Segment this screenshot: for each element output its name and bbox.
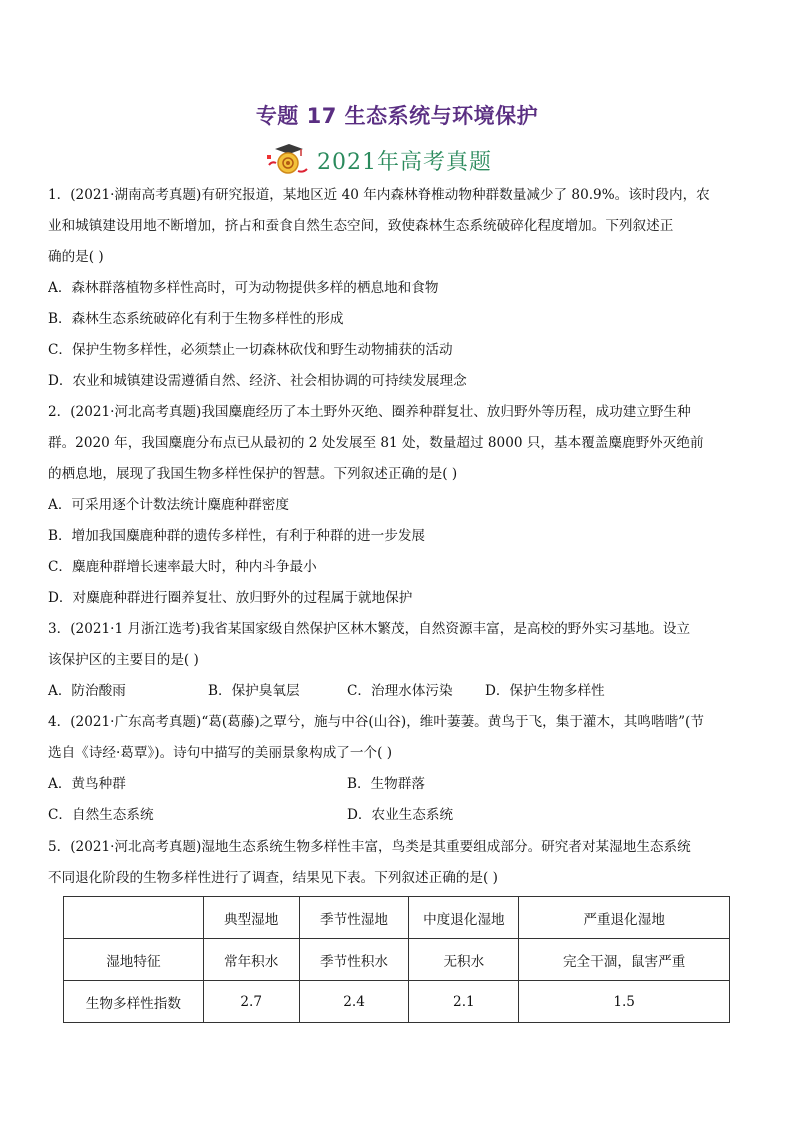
table-cell: 无积水 (409, 939, 519, 981)
table-cell: 湿地特征 (64, 939, 204, 981)
table-cell: 2.1 (409, 981, 519, 1023)
option-d: D．农业生态系统 (347, 807, 454, 823)
options-row (48, 769, 752, 800)
question-text-line: 的栖息地，展现了我国生物多样性保护的智慧。下列叙述正确的是( ) (48, 466, 458, 482)
table-header-cell (64, 897, 204, 939)
question-text-line: 业和城镇建设用地不断增加，挤占和蚕食自然生态空间，致使森林生态系统破碎化程度增加。下列叙述正 (48, 218, 674, 234)
question-1 (48, 180, 752, 397)
table-cell: 2.4 (299, 981, 409, 1023)
question-text-line: 2．(2021·河北高考真题)我国麋鹿经历了本土野外灭绝、圈养种群复壮、放归野外等历程，成功建立野生种 (48, 404, 691, 420)
question-text-line: 该保护区的主要目的是( ) (48, 652, 199, 668)
question-text-line: 选自《诗经·葛覃》)。诗句中描写的美丽景象构成了一个( ) (48, 745, 393, 761)
options-row (48, 800, 752, 831)
option-a: A．可采用逐个计数法统计麋鹿种群密度 (48, 497, 289, 513)
table-cell: 完全干涸，鼠害严重 (519, 939, 730, 981)
option-d: D．保护生物多样性 (485, 683, 605, 699)
option-c: C．治理水体污染 (347, 683, 453, 699)
table-header-cell: 典型湿地 (203, 897, 299, 939)
question-5 (48, 832, 752, 894)
table-cell: 2.7 (203, 981, 299, 1023)
page-title: 专题 17 生态系统与环境保护 (255, 104, 539, 128)
subtitle-row (265, 143, 492, 177)
option-a: A．黄鸟种群 (48, 776, 126, 792)
option-d: D．农业和城镇建设需遵循自然、经济、社会相协调的可持续发展理念 (48, 373, 467, 389)
question-text-line: 确的是( ) (48, 249, 104, 265)
table-cell: 生物多样性指数 (64, 981, 204, 1023)
option-c: C．麋鹿种群增长速率最大时，种内斗争最小 (48, 559, 317, 575)
question-text-line: 不同退化阶段的生物多样性进行了调查，结果见下表。下列叙述正确的是( ) (48, 870, 498, 886)
table-header-cell: 季节性湿地 (299, 897, 409, 939)
question-3 (48, 614, 752, 707)
option-b: B．生物群落 (347, 776, 425, 792)
option-b: B．增加我国麋鹿种群的遗传多样性，有利于种群的进一步发展 (48, 528, 426, 544)
option-c: C．保护生物多样性，必须禁止一切森林砍伐和野生动物捕获的活动 (48, 342, 453, 358)
table-header-cell: 严重退化湿地 (519, 897, 730, 939)
section-subtitle: 2021年高考真题 (317, 149, 492, 175)
option-b: B．森林生态系统破碎化有利于生物多样性的形成 (48, 311, 344, 327)
table-cell: 常年积水 (203, 939, 299, 981)
question-text-line: 5．(2021·河北高考真题)湿地生态系统生物多样性丰富，鸟类是其重要组成部分。研究者对某湿地生态系统 (48, 839, 691, 855)
graduation-cap-mascot-icon (265, 143, 309, 177)
table-cell: 季节性积水 (299, 939, 409, 981)
wetland-data-table (63, 896, 730, 1023)
question-text-line: 1．(2021·湖南高考真题)有研究报道，某地区近 40 年内森林脊椎动物种群数量减少了 80.9%。该时段内，农 (48, 187, 710, 203)
table-header-row (64, 897, 730, 939)
question-text-line: 4．(2021·广东高考真题)“葛(葛藤)之覃兮，施与中谷(山谷)，维叶萋萋。黄鸟于飞，集于灌木，其鸣喈喈”(节 (48, 714, 704, 730)
option-d: D．对麋鹿种群进行圈养复壮、放归野外的过程属于就地保护 (48, 590, 413, 606)
table-row (64, 981, 730, 1023)
question-text-line: 3．(2021·1 月浙江选考)我省某国家级自然保护区林木繁茂，自然资源丰富，是高校的野外实习基地。设立 (48, 621, 691, 637)
table-row (64, 939, 730, 981)
table-header-cell: 中度退化湿地 (409, 897, 519, 939)
question-2 (48, 397, 752, 614)
option-c: C．自然生态系统 (48, 807, 154, 823)
option-a: A．森林群落植物多样性高时，可为动物提供多样的栖息地和食物 (48, 280, 439, 296)
question-text-line: 群。2020 年，我国麋鹿分布点已从最初的 2 处发展至 81 处，数量超过 8000 只，基本覆盖麋鹿野外灭绝前 (48, 435, 704, 451)
option-a: A．防治酸雨 (48, 683, 126, 699)
option-b: B．保护臭氧层 (208, 683, 300, 699)
options-row (48, 676, 752, 707)
question-4 (48, 707, 752, 831)
table-cell: 1.5 (519, 981, 730, 1023)
